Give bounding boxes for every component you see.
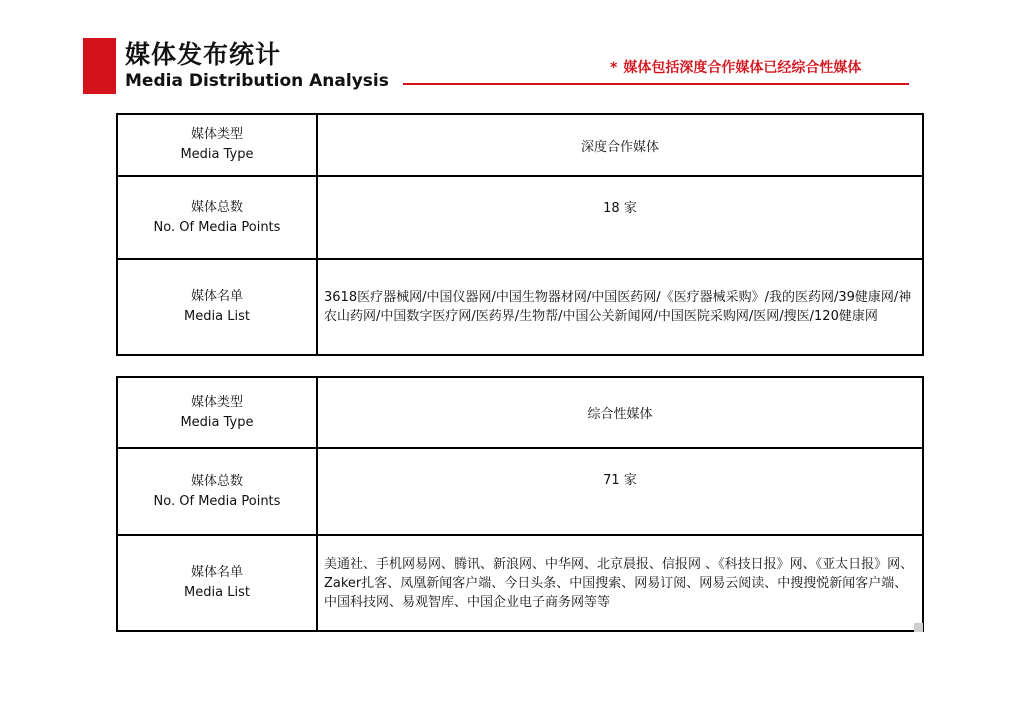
header-red-block: [83, 38, 116, 94]
media-type-value: 综合性媒体: [317, 377, 923, 448]
media-type-label-zh: 媒体类型: [190, 394, 243, 410]
media-type-label: [117, 114, 317, 176]
media-list-value: 3618医疗器械网/中国仪器网/中国生物器材网/中国医药网/《医疗器械采购》/我的医药网/39健康网/神农山药网/中国数字医疗网/医药界/生物帮/中国公关新闻网/中国医院采购网/医网/搜医/120健康网: [317, 259, 923, 355]
media-list-label-en: Media List: [184, 585, 250, 600]
media-list-label-zh: 媒体名单: [190, 565, 243, 580]
media-count-label-zh: 媒体总数: [190, 473, 243, 489]
header-note: [610, 58, 861, 78]
media-list-label-zh: 媒体名单: [190, 289, 243, 304]
table-row: [117, 176, 923, 259]
table-row: [117, 114, 923, 176]
header-divider: [403, 83, 909, 85]
media-type-label-en: Media Type: [180, 414, 254, 430]
page-subtitle: Media Distribution Analysis: [125, 71, 389, 91]
corner-mark: [914, 623, 923, 632]
media-count-label-zh: 媒体总数: [190, 199, 243, 215]
media-count-value: 18 家: [317, 176, 923, 259]
note-text: 媒体包括深度合作媒体已经综合性媒体: [623, 60, 862, 76]
page-title: 媒体发布统计: [125, 40, 282, 69]
table-row: [117, 377, 923, 448]
media-count-label: [117, 448, 317, 535]
media-count-value: 71 家: [317, 448, 923, 535]
media-list-label-en: Media List: [184, 309, 250, 324]
media-table-comprehensive: [116, 376, 924, 632]
media-type-label: [117, 377, 317, 448]
media-count-label-en: No. Of Media Points: [153, 493, 281, 509]
table-row: [117, 448, 923, 535]
table-row: [117, 259, 923, 355]
media-table-deep-cooperation: [116, 113, 924, 356]
media-count-label: [117, 176, 317, 259]
media-type-label-en: Media Type: [180, 147, 254, 162]
note-star-icon: *: [610, 60, 618, 76]
media-list-label: [117, 259, 317, 355]
media-list-label: [117, 535, 317, 631]
media-list-value: 美通社、手机网易网、腾讯、新浪网、中华网、北京晨报、信报网 、《科技日报》网、《亚太日报》网、Zaker扎客、凤凰新闻客户端、今日头条、中国搜索、网易订阅、网易云阅读、中搜搜悦新闻客户端、中国科技网、易观智库、中国企业电子商务网等等: [317, 535, 923, 631]
table-row: [117, 535, 923, 631]
media-count-label-en: No. Of Media Points: [153, 219, 281, 235]
media-type-value: 深度合作媒体: [317, 114, 923, 176]
media-type-label-zh: 媒体类型: [190, 127, 243, 142]
